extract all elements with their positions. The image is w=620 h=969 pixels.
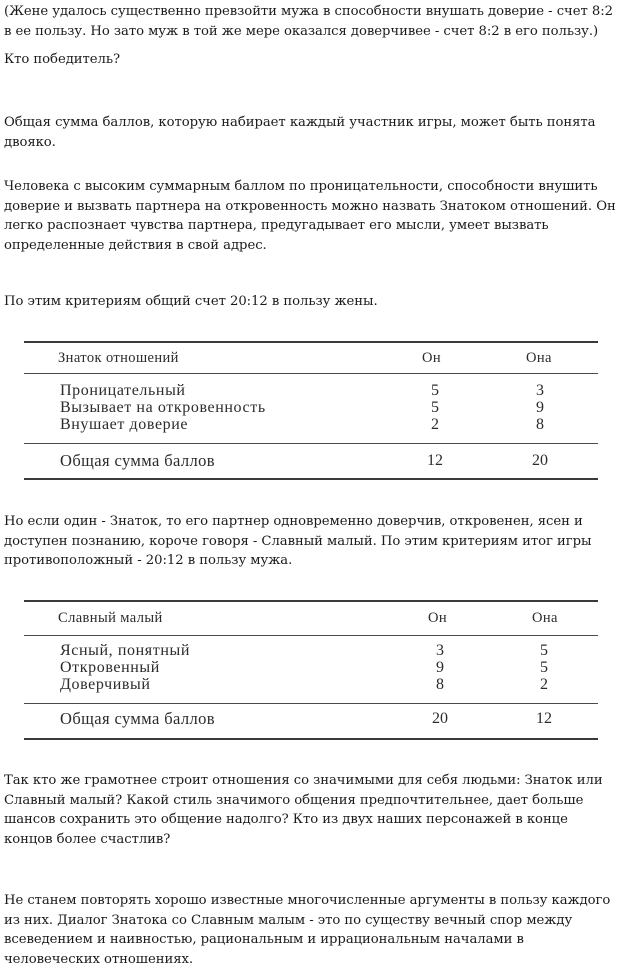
table-slavny <box>24 597 598 741</box>
table-rule-total <box>24 443 598 444</box>
table-znatok <box>24 338 598 480</box>
table-total-he: 12 <box>427 452 443 469</box>
table-rule-header <box>24 635 598 636</box>
table-total-she: 20 <box>532 452 548 469</box>
paragraph-2: Кто победитель? <box>4 52 120 67</box>
table-rule-bottom <box>24 478 598 480</box>
table-rule-top <box>24 341 598 343</box>
table-row-she: 9 <box>536 399 544 416</box>
table-header-label: Славный малый <box>58 610 163 626</box>
table-row-she: 2 <box>540 676 548 693</box>
paragraph-6: Но если один - Знаток, то его партнер одновременно доверчив, откровенен, ясен и доступен познанию, короче говоря - Славный малый. По этим критериям итог игры противоположный - 20:12 в пользу мужа. <box>4 514 592 568</box>
table-row-he: 2 <box>431 416 439 433</box>
table-header-label: Знаток отношений <box>58 350 179 366</box>
paragraph-4: Человека с высоким суммарным баллом по проницательности, способности внушить доверие и вызвать партнера на откровенность можно назвать Знатоком отношений. Он легко распознает чувства партнера, предугадывает его мысли, умеет вызвать определенные действия в свой адрес. <box>4 179 616 253</box>
table-row-label: Откровенный <box>60 659 160 676</box>
table-row-she: 8 <box>536 416 544 433</box>
table-row-label: Проницательный <box>60 382 186 399</box>
table-row-she: 5 <box>540 659 548 676</box>
table-header-she: Она <box>532 610 558 626</box>
table-total-he: 20 <box>432 710 448 727</box>
table-rule-bottom <box>24 738 598 740</box>
table-row-label: Внушает доверие <box>60 416 189 433</box>
table-total-label: Общая сумма баллов <box>60 709 215 728</box>
table-total-label: Общая сумма баллов <box>60 451 215 470</box>
table-row-he: 5 <box>431 382 439 399</box>
table-row-she: 3 <box>536 382 544 399</box>
paragraph-8: Не станем повторять хорошо известные многочисленные аргументы в пользу каждого из них. Диалог Знатока со Славным малым - это по существу вечный спор между всеведением и наивностью, рациональным и иррациональным началами в человеческих отношениях. <box>4 893 611 967</box>
table-total-she: 12 <box>536 710 552 727</box>
table-rule-header <box>24 373 598 374</box>
table-row-label: Ясный, понятный <box>60 642 190 659</box>
table-row-she: 5 <box>540 642 548 659</box>
table-row-he: 8 <box>436 676 444 693</box>
table-row-label: Доверчивый <box>60 676 151 693</box>
paragraph-3: Общая сумма баллов, которую набирает каждый участник игры, может быть понята двояко. <box>4 115 596 150</box>
table-header-he: Он <box>428 610 448 626</box>
paragraph-1: (Жене удалось существенно превзойти мужа в способности внушать доверие - счет 8:2 в ее пользу. Но зато муж в той же мере оказался доверчивее - счет 8:2 в его пользу.) <box>4 4 613 39</box>
paragraph-7: Так кто же грамотнее строит отношения со значимыми для себя людьми: Знаток или Славный малый? Какой стиль значимого общения предпочтительнее, дает больше шансов сохранить это общение надолго? Кто из двух наших персонажей в конце концов более счастлив? <box>4 773 603 847</box>
table-rule-top <box>24 600 598 602</box>
table-rule-total <box>24 703 598 704</box>
table-header-she: Она <box>526 350 552 366</box>
table-row-he: 9 <box>436 659 444 676</box>
table-row-label: Вызывает на откровенность <box>60 399 266 416</box>
table-row-he: 5 <box>431 399 439 416</box>
paragraph-5: По этим критериям общий счет 20:12 в пользу жены. <box>4 294 378 309</box>
table-header-he: Он <box>422 350 442 366</box>
table-row-he: 3 <box>436 642 444 659</box>
